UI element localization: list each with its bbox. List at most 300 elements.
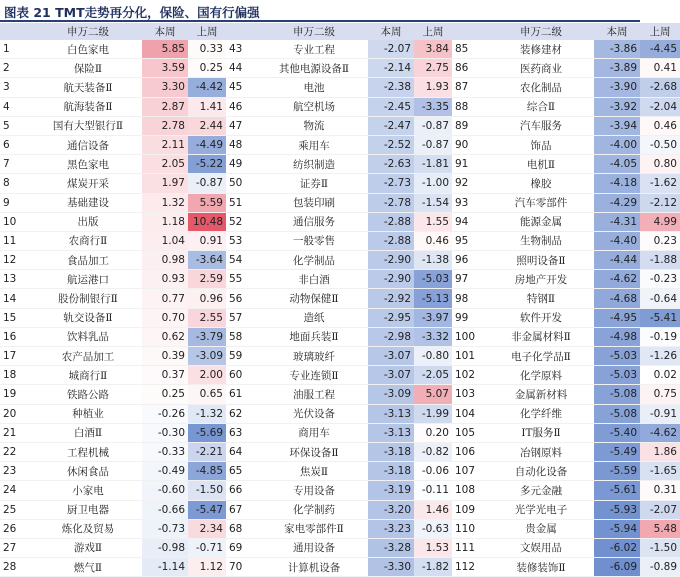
table-row	[0, 519, 680, 538]
this-week-cell: -4.05	[594, 155, 640, 174]
this-week-cell: -2.95	[368, 308, 414, 327]
industry-name-cell: 农产品加工	[34, 347, 142, 366]
this-week-cell: -3.09	[368, 385, 414, 404]
last-week-cell: 0.46	[414, 231, 452, 250]
this-week-cell: -6.09	[594, 558, 640, 577]
industry-name-cell: 炼化及贸易	[34, 519, 142, 538]
rank-cell: 23	[0, 462, 34, 481]
this-week-cell: -2.47	[368, 116, 414, 135]
industry-name-cell: 纺织制造	[260, 155, 368, 174]
rank-cell: 53	[226, 231, 260, 250]
rank-cell: 22	[0, 442, 34, 461]
industry-name-cell: 能源金属	[488, 212, 594, 231]
this-week-cell: -5.08	[594, 385, 640, 404]
this-week-cell: -3.90	[594, 78, 640, 97]
industry-name-cell: 出版	[34, 212, 142, 231]
rank-cell: 21	[0, 423, 34, 442]
this-week-cell: 0.37	[142, 366, 188, 385]
rank-cell: 106	[452, 442, 488, 461]
table-row	[0, 59, 680, 78]
industry-name-cell: 电子化学品Ⅱ	[488, 347, 594, 366]
last-week-cell: -1.62	[640, 174, 680, 193]
rank-cell: 87	[452, 78, 488, 97]
this-week-cell: -3.19	[368, 481, 414, 500]
rank-cell: 17	[0, 347, 34, 366]
industry-name-cell: 冶钢原料	[488, 442, 594, 461]
table-row	[0, 423, 680, 442]
this-week-cell: 0.39	[142, 347, 188, 366]
industry-name-cell: 化学制品	[260, 251, 368, 270]
industry-name-cell: 农商行Ⅱ	[34, 231, 142, 250]
industry-name-cell: 房地产开发	[488, 270, 594, 289]
rank-cell: 105	[452, 423, 488, 442]
last-week-cell: -1.54	[414, 193, 452, 212]
industry-name-cell: 白酒Ⅱ	[34, 423, 142, 442]
industry-name-cell: 汽车服务	[488, 116, 594, 135]
last-week-cell: -0.06	[414, 462, 452, 481]
header-idx	[226, 23, 260, 40]
last-week-cell: -0.87	[188, 174, 226, 193]
rank-cell: 18	[0, 366, 34, 385]
last-week-cell: 0.41	[640, 59, 680, 78]
this-week-cell: -3.86	[594, 40, 640, 59]
industry-name-cell: 化学原料	[488, 366, 594, 385]
this-week-cell: -5.03	[594, 366, 640, 385]
this-week-cell: -0.33	[142, 442, 188, 461]
table-row	[0, 404, 680, 423]
industry-name-cell: 黑色家电	[34, 155, 142, 174]
industry-name-cell: 非金属材料Ⅱ	[488, 327, 594, 346]
rank-cell: 103	[452, 385, 488, 404]
this-week-cell: -4.44	[594, 251, 640, 270]
last-week-cell: -4.42	[188, 78, 226, 97]
last-week-cell: -0.64	[640, 289, 680, 308]
rank-cell: 20	[0, 404, 34, 423]
rank-cell: 96	[452, 251, 488, 270]
rank-cell: 51	[226, 193, 260, 212]
table-row	[0, 327, 680, 346]
last-week-cell: -2.07	[640, 500, 680, 519]
industry-name-cell: 厨卫电器	[34, 500, 142, 519]
this-week-cell: -5.93	[594, 500, 640, 519]
rank-cell: 97	[452, 270, 488, 289]
last-week-cell: 0.31	[640, 481, 680, 500]
rank-cell: 101	[452, 347, 488, 366]
last-week-cell: -0.87	[414, 116, 452, 135]
this-week-cell: -3.13	[368, 404, 414, 423]
rank-cell: 24	[0, 481, 34, 500]
rank-cell: 54	[226, 251, 260, 270]
table-row	[0, 78, 680, 97]
industry-name-cell: 基础建设	[34, 193, 142, 212]
last-week-cell: -3.64	[188, 251, 226, 270]
header-industry: 申万二级	[34, 23, 142, 40]
last-week-cell: -3.32	[414, 327, 452, 346]
last-week-cell: 0.33	[188, 40, 226, 59]
industry-name-cell: 饰品	[488, 135, 594, 154]
last-week-cell: 1.53	[414, 538, 452, 557]
industry-name-cell: 商用车	[260, 423, 368, 442]
this-week-cell: -2.90	[368, 270, 414, 289]
this-week-cell: 1.18	[142, 212, 188, 231]
header-last-week: 上周	[414, 23, 452, 40]
figure-title: 图表 21 TMT走势再分化，保险、国有行偏强	[4, 5, 260, 20]
table-body	[0, 40, 680, 577]
last-week-cell: 0.25	[188, 59, 226, 78]
last-week-cell: -4.85	[188, 462, 226, 481]
table-row	[0, 155, 680, 174]
rank-cell: 27	[0, 538, 34, 557]
rank-cell: 10	[0, 212, 34, 231]
rank-cell: 109	[452, 500, 488, 519]
rank-cell: 56	[226, 289, 260, 308]
rank-cell: 11	[0, 231, 34, 250]
this-week-cell: -2.63	[368, 155, 414, 174]
table-row	[0, 385, 680, 404]
last-week-cell: -0.19	[640, 327, 680, 346]
industry-name-cell: 通信设备	[34, 135, 142, 154]
last-week-cell: 0.46	[640, 116, 680, 135]
industry-name-cell: 焦炭Ⅱ	[260, 462, 368, 481]
last-week-cell: 3.84	[414, 40, 452, 59]
this-week-cell: -3.92	[594, 97, 640, 116]
table-row	[0, 270, 680, 289]
table-row	[0, 289, 680, 308]
this-week-cell: -2.38	[368, 78, 414, 97]
last-week-cell: -3.09	[188, 347, 226, 366]
last-week-cell: -4.45	[640, 40, 680, 59]
industry-name-cell: 煤炭开采	[34, 174, 142, 193]
last-week-cell: -1.88	[640, 251, 680, 270]
industry-name-cell: 农化制品	[488, 78, 594, 97]
this-week-cell: 1.32	[142, 193, 188, 212]
rank-cell: 108	[452, 481, 488, 500]
last-week-cell: -2.05	[414, 366, 452, 385]
header-this-week: 本周	[142, 23, 188, 40]
this-week-cell: -5.59	[594, 462, 640, 481]
last-week-cell: -2.68	[640, 78, 680, 97]
rank-cell: 90	[452, 135, 488, 154]
header-idx	[452, 23, 488, 40]
rank-cell: 69	[226, 538, 260, 557]
this-week-cell: -3.20	[368, 500, 414, 519]
last-week-cell: -5.03	[414, 270, 452, 289]
industry-name-cell: 多元金融	[488, 481, 594, 500]
industry-name-cell: 玻璃玻纤	[260, 347, 368, 366]
this-week-cell: -4.95	[594, 308, 640, 327]
rank-cell: 45	[226, 78, 260, 97]
rank-cell: 86	[452, 59, 488, 78]
this-week-cell: -3.18	[368, 462, 414, 481]
last-week-cell: -1.99	[414, 404, 452, 423]
rank-cell: 28	[0, 558, 34, 577]
table-row	[0, 538, 680, 557]
rank-cell: 3	[0, 78, 34, 97]
industry-performance-table	[0, 23, 680, 577]
this-week-cell: -5.94	[594, 519, 640, 538]
rank-cell: 44	[226, 59, 260, 78]
rank-cell: 89	[452, 116, 488, 135]
industry-name-cell: 航运港口	[34, 270, 142, 289]
last-week-cell: -1.32	[188, 404, 226, 423]
last-week-cell: 5.07	[414, 385, 452, 404]
industry-name-cell: 航空机场	[260, 97, 368, 116]
industry-name-cell: 燃气Ⅱ	[34, 558, 142, 577]
this-week-cell: 2.11	[142, 135, 188, 154]
this-week-cell: 0.93	[142, 270, 188, 289]
rank-cell: 7	[0, 155, 34, 174]
industry-name-cell: 家电零部件Ⅱ	[260, 519, 368, 538]
table-row	[0, 231, 680, 250]
this-week-cell: -2.78	[368, 193, 414, 212]
rank-cell: 61	[226, 385, 260, 404]
industry-name-cell: 非白酒	[260, 270, 368, 289]
rank-cell: 63	[226, 423, 260, 442]
last-week-cell: -0.89	[640, 558, 680, 577]
table-header-row	[0, 23, 680, 40]
industry-name-cell: 保险Ⅱ	[34, 59, 142, 78]
last-week-cell: 1.41	[188, 97, 226, 116]
last-week-cell: 2.59	[188, 270, 226, 289]
rank-cell: 111	[452, 538, 488, 557]
last-week-cell: -1.26	[640, 347, 680, 366]
industry-name-cell: 装修建材	[488, 40, 594, 59]
table-row	[0, 40, 680, 59]
rank-cell: 93	[452, 193, 488, 212]
industry-name-cell: 股份制银行Ⅱ	[34, 289, 142, 308]
this-week-cell: -2.07	[368, 40, 414, 59]
last-week-cell: -2.04	[640, 97, 680, 116]
this-week-cell: -3.94	[594, 116, 640, 135]
last-week-cell: 0.75	[640, 385, 680, 404]
last-week-cell: 2.00	[188, 366, 226, 385]
this-week-cell: -0.66	[142, 500, 188, 519]
rank-cell: 43	[226, 40, 260, 59]
this-week-cell: -3.23	[368, 519, 414, 538]
industry-name-cell: 物流	[260, 116, 368, 135]
last-week-cell: -5.47	[188, 500, 226, 519]
industry-name-cell: 专业连锁Ⅱ	[260, 366, 368, 385]
rank-cell: 65	[226, 462, 260, 481]
industry-name-cell: 通用设备	[260, 538, 368, 557]
last-week-cell: 0.23	[640, 231, 680, 250]
industry-name-cell: 软件开发	[488, 308, 594, 327]
this-week-cell: -5.08	[594, 404, 640, 423]
this-week-cell: -2.98	[368, 327, 414, 346]
this-week-cell: -3.89	[594, 59, 640, 78]
rank-cell: 13	[0, 270, 34, 289]
industry-name-cell: 包装印刷	[260, 193, 368, 212]
last-week-cell: -0.50	[640, 135, 680, 154]
last-week-cell: -1.50	[188, 481, 226, 500]
this-week-cell: -2.73	[368, 174, 414, 193]
last-week-cell: -5.41	[640, 308, 680, 327]
rank-cell: 6	[0, 135, 34, 154]
rank-cell: 107	[452, 462, 488, 481]
this-week-cell: 1.97	[142, 174, 188, 193]
this-week-cell: -4.18	[594, 174, 640, 193]
industry-name-cell: 小家电	[34, 481, 142, 500]
rank-cell: 94	[452, 212, 488, 231]
last-week-cell: 1.93	[414, 78, 452, 97]
rank-cell: 110	[452, 519, 488, 538]
rank-cell: 66	[226, 481, 260, 500]
industry-name-cell: 专用设备	[260, 481, 368, 500]
this-week-cell: -5.03	[594, 347, 640, 366]
industry-name-cell: 其他电源设备Ⅱ	[260, 59, 368, 78]
last-week-cell: 2.75	[414, 59, 452, 78]
rank-cell: 70	[226, 558, 260, 577]
rank-cell: 9	[0, 193, 34, 212]
rank-cell: 104	[452, 404, 488, 423]
rank-cell: 112	[452, 558, 488, 577]
table-row	[0, 500, 680, 519]
last-week-cell: -0.82	[414, 442, 452, 461]
industry-name-cell: 装修装饰Ⅱ	[488, 558, 594, 577]
industry-name-cell: 电池	[260, 78, 368, 97]
last-week-cell: 1.12	[188, 558, 226, 577]
this-week-cell: 2.05	[142, 155, 188, 174]
last-week-cell: 0.20	[414, 423, 452, 442]
table-row	[0, 135, 680, 154]
industry-name-cell: 休闲食品	[34, 462, 142, 481]
last-week-cell: 0.65	[188, 385, 226, 404]
header-industry: 申万二级	[260, 23, 368, 40]
industry-name-cell: 一般零售	[260, 231, 368, 250]
industry-name-cell: 地面兵装Ⅱ	[260, 327, 368, 346]
rank-cell: 88	[452, 97, 488, 116]
rank-cell: 100	[452, 327, 488, 346]
header-last-week: 上周	[188, 23, 226, 40]
last-week-cell: 1.46	[414, 500, 452, 519]
last-week-cell: -2.21	[188, 442, 226, 461]
industry-name-cell: 乘用车	[260, 135, 368, 154]
rank-cell: 92	[452, 174, 488, 193]
this-week-cell: -4.00	[594, 135, 640, 154]
industry-name-cell: 城商行Ⅱ	[34, 366, 142, 385]
this-week-cell: -2.45	[368, 97, 414, 116]
this-week-cell: -4.40	[594, 231, 640, 250]
header-this-week: 本周	[368, 23, 414, 40]
this-week-cell: -3.28	[368, 538, 414, 557]
this-week-cell: -0.98	[142, 538, 188, 557]
table-row	[0, 116, 680, 135]
this-week-cell: -2.88	[368, 231, 414, 250]
rank-cell: 68	[226, 519, 260, 538]
last-week-cell: -5.69	[188, 423, 226, 442]
industry-name-cell: 橡胶	[488, 174, 594, 193]
this-week-cell: 3.30	[142, 78, 188, 97]
last-week-cell: -0.63	[414, 519, 452, 538]
rank-cell: 5	[0, 116, 34, 135]
last-week-cell: 1.55	[414, 212, 452, 231]
this-week-cell: -3.07	[368, 347, 414, 366]
last-week-cell: 0.96	[188, 289, 226, 308]
header-industry: 申万二级	[488, 23, 594, 40]
industry-name-cell: 化学制药	[260, 500, 368, 519]
last-week-cell: -0.11	[414, 481, 452, 500]
this-week-cell: -0.30	[142, 423, 188, 442]
rank-cell: 64	[226, 442, 260, 461]
industry-name-cell: 油服工程	[260, 385, 368, 404]
industry-name-cell: 医药商业	[488, 59, 594, 78]
industry-name-cell: IT服务Ⅱ	[488, 423, 594, 442]
rank-cell: 98	[452, 289, 488, 308]
table-row	[0, 193, 680, 212]
this-week-cell: -2.14	[368, 59, 414, 78]
this-week-cell: -4.29	[594, 193, 640, 212]
last-week-cell: 0.02	[640, 366, 680, 385]
last-week-cell: -1.00	[414, 174, 452, 193]
last-week-cell: 5.59	[188, 193, 226, 212]
this-week-cell: -0.60	[142, 481, 188, 500]
rank-cell: 60	[226, 366, 260, 385]
rank-cell: 52	[226, 212, 260, 231]
industry-name-cell: 通信服务	[260, 212, 368, 231]
this-week-cell: -3.30	[368, 558, 414, 577]
last-week-cell: -0.71	[188, 538, 226, 557]
industry-name-cell: 化学纤维	[488, 404, 594, 423]
rank-cell: 8	[0, 174, 34, 193]
table-row	[0, 558, 680, 577]
last-week-cell: -0.87	[414, 135, 452, 154]
this-week-cell: -2.88	[368, 212, 414, 231]
header-last-week: 上周	[640, 23, 680, 40]
industry-name-cell: 电机Ⅱ	[488, 155, 594, 174]
rank-cell: 55	[226, 270, 260, 289]
this-week-cell: 0.70	[142, 308, 188, 327]
this-week-cell: -2.92	[368, 289, 414, 308]
table-row	[0, 462, 680, 481]
table-row	[0, 251, 680, 270]
last-week-cell: 0.80	[640, 155, 680, 174]
rank-cell: 102	[452, 366, 488, 385]
last-week-cell: 4.99	[640, 212, 680, 231]
last-week-cell: -1.81	[414, 155, 452, 174]
rank-cell: 99	[452, 308, 488, 327]
this-week-cell: -3.18	[368, 442, 414, 461]
rank-cell: 85	[452, 40, 488, 59]
rank-cell: 25	[0, 500, 34, 519]
industry-name-cell: 文娱用品	[488, 538, 594, 557]
last-week-cell: 2.44	[188, 116, 226, 135]
this-week-cell: -0.73	[142, 519, 188, 538]
this-week-cell: 0.25	[142, 385, 188, 404]
this-week-cell: 2.78	[142, 116, 188, 135]
industry-name-cell: 环保设备Ⅱ	[260, 442, 368, 461]
this-week-cell: 0.77	[142, 289, 188, 308]
table-row	[0, 212, 680, 231]
rank-cell: 15	[0, 308, 34, 327]
industry-name-cell: 光伏设备	[260, 404, 368, 423]
industry-name-cell: 轨交设备Ⅱ	[34, 308, 142, 327]
rank-cell: 19	[0, 385, 34, 404]
last-week-cell: -3.97	[414, 308, 452, 327]
last-week-cell: -4.62	[640, 423, 680, 442]
industry-name-cell: 计算机设备	[260, 558, 368, 577]
this-week-cell: -0.26	[142, 404, 188, 423]
industry-name-cell: 自动化设备	[488, 462, 594, 481]
industry-name-cell: 航天装备Ⅱ	[34, 78, 142, 97]
rank-cell: 49	[226, 155, 260, 174]
rank-cell: 48	[226, 135, 260, 154]
rank-cell: 2	[0, 59, 34, 78]
last-week-cell: -0.23	[640, 270, 680, 289]
industry-name-cell: 汽车零部件	[488, 193, 594, 212]
this-week-cell: 2.87	[142, 97, 188, 116]
this-week-cell: -6.02	[594, 538, 640, 557]
industry-name-cell: 专业工程	[260, 40, 368, 59]
